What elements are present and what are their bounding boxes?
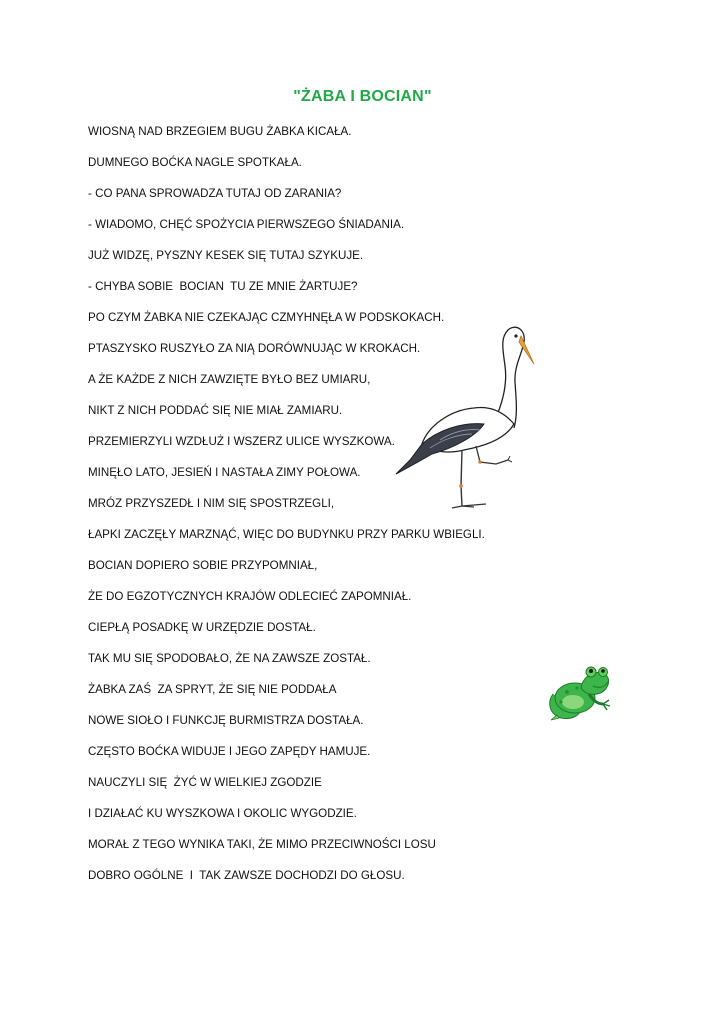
poem-line: WIOSNĄ NAD BRZEGIEM BUGU ŻABKA KICAŁA.	[88, 125, 352, 138]
poem-line: NOWE SIOŁO I FUNKCJĘ BURMISTRZA DOSTAŁA.	[88, 714, 364, 727]
poem-line: PO CZYM ŻABKA NIE CZEKAJĄC CZMYHNĘŁA W PODSKOKACH.	[88, 311, 445, 324]
poem-line: JUŻ WIDZĘ, PYSZNY KESEK SIĘ TUTAJ SZYKUJE.	[88, 249, 364, 262]
poem-line: CIEPŁĄ POSADKĘ W URZĘDZIE DOSTAŁ.	[88, 621, 316, 634]
poem-line: ŁAPKI ZACZĘŁY MARZNĄĆ, WIĘC DO BUDYNKU PRZY PARKU WBIEGLI.	[88, 528, 485, 541]
stork-illustration	[388, 314, 536, 514]
poem-line: MORAŁ Z TEGO WYNIKA TAKI, ŻE MIMO PRZECIWNOŚCI LOSU	[88, 838, 436, 851]
poem-line: NAUCZYLI SIĘ ŻYĆ W WIELKIEJ ZGODZIE	[88, 776, 322, 789]
poem-line: ŻABKA ZAŚ ZA SPRYT, ŻE SIĘ NIE PODDAŁA	[88, 683, 337, 696]
poem-line: CZĘSTO BOĆKA WIDUJE I JEGO ZAPĘDY HAMUJE.	[88, 745, 371, 758]
poem-line: - WIADOMO, CHĘĆ SPOŻYCIA PIERWSZEGO ŚNIADANIA.	[88, 218, 405, 231]
poem-line: - CO PANA SPROWADZA TUTAJ OD ZARANIA?	[88, 187, 342, 200]
page-title: "ŻABA I BOCIAN"	[293, 88, 432, 105]
poem-line: MINĘŁO LATO, JESIEŃ I NASTAŁA ZIMY POŁOWA.	[88, 466, 361, 479]
poem-line: MRÓZ PRZYSZEDŁ I NIM SIĘ SPOSTRZEGLI,	[88, 497, 335, 510]
poem-line: - CHYBA SOBIE BOCIAN TU ZE MNIE ŻARTUJE?	[88, 280, 358, 293]
poem-line: PRZEMIERZYLI WZDŁUŻ I WSZERZ ULICE WYSZKOWA.	[88, 435, 395, 448]
poem-line: A ŻE KAŻDE Z NICH ZAWZIĘTE BYŁO BEZ UMIARU,	[88, 373, 371, 386]
poem-line: DOBRO OGÓLNE I TAK ZAWSZE DOCHODZI DO GŁOSU.	[88, 869, 405, 882]
poem-line: NIKT Z NICH PODDAĆ SIĘ NIE MIAŁ ZAMIARU.	[88, 404, 343, 417]
poem-line: TAK MU SIĘ SPODOBAŁO, ŻE NA ZAWSZE ZOSTAŁ.	[88, 652, 371, 665]
poem-line: BOCIAN DOPIERO SOBIE PRZYPOMNIAŁ,	[88, 559, 318, 572]
frog-illustration	[545, 660, 613, 722]
poem-line: PTASZYSKO RUSZYŁO ZA NIĄ DORÓWNUJĄC W KROKACH.	[88, 342, 421, 355]
poem-line: ŻE DO EGZOTYCZNYCH KRAJÓW ODLECIEĆ ZAPOMNIAŁ.	[88, 590, 412, 603]
poem-line: DUMNEGO BOĆKA NAGLE SPOTKAŁA.	[88, 156, 302, 169]
poem-line: I DZIAŁAĆ KU WYSZKOWA I OKOLIC WYGODZIE.	[88, 807, 357, 820]
